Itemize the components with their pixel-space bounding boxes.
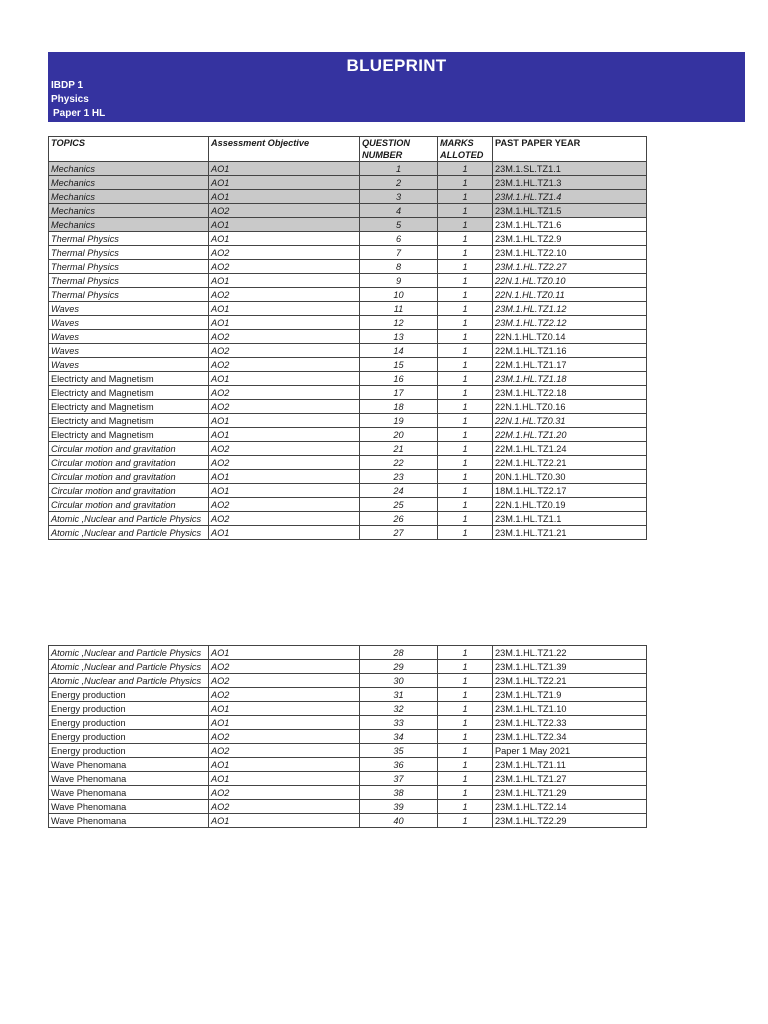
assessment-objective-cell: AO2 — [209, 456, 360, 470]
past-paper-cell: 23M.1.HL.TZ1.9 — [493, 688, 647, 702]
marks-cell: 1 — [438, 660, 493, 674]
past-paper-cell: 23M.1.HL.TZ1.11 — [493, 758, 647, 772]
past-paper-cell: 23M.1.HL.TZ1.27 — [493, 772, 647, 786]
marks-cell: 1 — [438, 414, 493, 428]
question-number-cell: 4 — [360, 204, 438, 218]
assessment-objective-cell: AO2 — [209, 386, 360, 400]
assessment-objective-cell: AO2 — [209, 730, 360, 744]
question-number-cell: 40 — [360, 814, 438, 828]
page-title: BLUEPRINT — [346, 56, 447, 75]
topic-cell: Electricty and Magnetism — [49, 372, 209, 386]
assessment-objective-cell: AO2 — [209, 288, 360, 302]
marks-cell: 1 — [438, 204, 493, 218]
topic-cell: Electricty and Magnetism — [49, 428, 209, 442]
past-paper-cell: 23M.1.HL.TZ2.27 — [493, 260, 647, 274]
topic-cell: Wave Phenomana — [49, 814, 209, 828]
question-number-cell: 31 — [360, 688, 438, 702]
question-number-cell: 14 — [360, 344, 438, 358]
marks-cell: 1 — [438, 484, 493, 498]
table-row — [49, 772, 647, 786]
topic-cell: Energy production — [49, 688, 209, 702]
topic-cell: Mechanics — [49, 162, 209, 176]
table-row — [49, 386, 647, 400]
past-paper-cell: 23M.1.HL.TZ1.21 — [493, 526, 647, 540]
question-number-cell: 32 — [360, 702, 438, 716]
table-row — [49, 744, 647, 758]
topic-cell: Atomic ,Nuclear and Particle Physics — [49, 512, 209, 526]
table-row — [49, 358, 647, 372]
past-paper-cell: 22N.1.HL.TZ0.11 — [493, 288, 647, 302]
past-paper-cell: 23M.1.SL.TZ1.1 — [493, 162, 647, 176]
question-number-cell: 6 — [360, 232, 438, 246]
topic-cell: Mechanics — [49, 204, 209, 218]
assessment-objective-cell: AO1 — [209, 428, 360, 442]
past-paper-cell: 23M.1.HL.TZ1.12 — [493, 302, 647, 316]
topic-cell: Waves — [49, 330, 209, 344]
past-paper-cell: 23M.1.HL.TZ2.21 — [493, 674, 647, 688]
table-row — [49, 702, 647, 716]
question-number-cell: 13 — [360, 330, 438, 344]
assessment-objective-cell: AO1 — [209, 814, 360, 828]
blueprint-table-part-2 — [48, 645, 647, 828]
blueprint-table-part-1 — [48, 136, 647, 540]
marks-cell: 1 — [438, 400, 493, 414]
table-row — [49, 470, 647, 484]
question-number-cell: 35 — [360, 744, 438, 758]
topic-cell: Mechanics — [49, 218, 209, 232]
question-number-cell: 18 — [360, 400, 438, 414]
marks-cell: 1 — [438, 688, 493, 702]
question-number-cell: 8 — [360, 260, 438, 274]
question-number-cell: 22 — [360, 456, 438, 470]
table-row — [49, 302, 647, 316]
assessment-objective-cell: AO1 — [209, 758, 360, 772]
table-row — [49, 260, 647, 274]
question-number-cell: 30 — [360, 674, 438, 688]
header-question-line1: QUESTION — [362, 138, 410, 148]
topic-cell: Atomic ,Nuclear and Particle Physics — [49, 674, 209, 688]
past-paper-cell: 23M.1.HL.TZ2.29 — [493, 814, 647, 828]
past-paper-cell: 23M.1.HL.TZ2.10 — [493, 246, 647, 260]
question-number-cell: 10 — [360, 288, 438, 302]
assessment-objective-cell: AO1 — [209, 316, 360, 330]
marks-cell: 1 — [438, 716, 493, 730]
marks-cell: 1 — [438, 512, 493, 526]
topic-cell: Thermal Physics — [49, 260, 209, 274]
past-paper-cell: 23M.1.HL.TZ2.12 — [493, 316, 647, 330]
topic-cell: Atomic ,Nuclear and Particle Physics — [49, 646, 209, 660]
marks-cell: 1 — [438, 800, 493, 814]
marks-cell: 1 — [438, 176, 493, 190]
question-number-cell: 19 — [360, 414, 438, 428]
table-row — [49, 232, 647, 246]
question-number-cell: 9 — [360, 274, 438, 288]
marks-cell: 1 — [438, 786, 493, 800]
question-number-cell: 38 — [360, 786, 438, 800]
question-number-cell: 23 — [360, 470, 438, 484]
table-row — [49, 428, 647, 442]
assessment-objective-cell: AO1 — [209, 470, 360, 484]
question-number-cell: 27 — [360, 526, 438, 540]
header-topics: TOPICS — [49, 137, 209, 162]
question-number-cell: 33 — [360, 716, 438, 730]
marks-cell: 1 — [438, 498, 493, 512]
assessment-objective-cell: AO2 — [209, 660, 360, 674]
past-paper-cell: 23M.1.HL.TZ1.39 — [493, 660, 647, 674]
table-row — [49, 414, 647, 428]
marks-cell: 1 — [438, 302, 493, 316]
table-row — [49, 190, 647, 204]
table-row — [49, 316, 647, 330]
assessment-objective-cell: AO1 — [209, 218, 360, 232]
question-number-cell: 16 — [360, 372, 438, 386]
past-paper-cell: 23M.1.HL.TZ2.9 — [493, 232, 647, 246]
topic-cell: Waves — [49, 344, 209, 358]
question-number-cell: 1 — [360, 162, 438, 176]
past-paper-cell: 22M.1.HL.TZ1.17 — [493, 358, 647, 372]
assessment-objective-cell: AO2 — [209, 786, 360, 800]
past-paper-cell: 23M.1.HL.TZ1.10 — [493, 702, 647, 716]
assessment-objective-cell: AO2 — [209, 344, 360, 358]
topic-cell: Wave Phenomana — [49, 800, 209, 814]
table-row — [49, 484, 647, 498]
assessment-objective-cell: AO2 — [209, 688, 360, 702]
programme-label: IBDP 1 — [51, 80, 84, 91]
table-row — [49, 442, 647, 456]
marks-cell: 1 — [438, 744, 493, 758]
question-number-cell: 7 — [360, 246, 438, 260]
past-paper-cell: Paper 1 May 2021 — [493, 744, 647, 758]
past-paper-cell: 23M.1.HL.TZ1.5 — [493, 204, 647, 218]
marks-cell: 1 — [438, 190, 493, 204]
topic-cell: Thermal Physics — [49, 274, 209, 288]
topic-cell: Electricty and Magnetism — [49, 400, 209, 414]
marks-cell: 1 — [438, 330, 493, 344]
table-row — [49, 716, 647, 730]
assessment-objective-cell: AO2 — [209, 800, 360, 814]
table-header-row — [49, 137, 647, 162]
topic-cell: Energy production — [49, 744, 209, 758]
marks-cell: 1 — [438, 442, 493, 456]
past-paper-cell: 22M.1.HL.TZ1.24 — [493, 442, 647, 456]
assessment-objective-cell: AO1 — [209, 646, 360, 660]
table-row — [49, 162, 647, 176]
past-paper-cell: 23M.1.HL.TZ2.33 — [493, 716, 647, 730]
topic-cell: Waves — [49, 316, 209, 330]
assessment-objective-cell: AO2 — [209, 744, 360, 758]
header-question-number — [360, 137, 438, 162]
topic-cell: Circular motion and gravitation — [49, 456, 209, 470]
past-paper-cell: 22N.1.HL.TZ0.31 — [493, 414, 647, 428]
assessment-objective-cell: AO1 — [209, 414, 360, 428]
assessment-objective-cell: AO2 — [209, 400, 360, 414]
question-number-cell: 21 — [360, 442, 438, 456]
table-row — [49, 344, 647, 358]
topic-cell: Energy production — [49, 702, 209, 716]
marks-cell: 1 — [438, 386, 493, 400]
table-row — [49, 372, 647, 386]
past-paper-cell: 23M.1.HL.TZ2.34 — [493, 730, 647, 744]
assessment-objective-cell: AO1 — [209, 372, 360, 386]
question-number-cell: 17 — [360, 386, 438, 400]
header-question-line2: NUMBER — [362, 150, 403, 160]
past-paper-cell: 22N.1.HL.TZ0.19 — [493, 498, 647, 512]
marks-cell: 1 — [438, 526, 493, 540]
topic-cell: Waves — [49, 358, 209, 372]
marks-cell: 1 — [438, 428, 493, 442]
assessment-objective-cell: AO1 — [209, 176, 360, 190]
question-number-cell: 37 — [360, 772, 438, 786]
past-paper-cell: 22M.1.HL.TZ1.16 — [493, 344, 647, 358]
topic-cell: Circular motion and gravitation — [49, 442, 209, 456]
question-number-cell: 5 — [360, 218, 438, 232]
marks-cell: 1 — [438, 246, 493, 260]
past-paper-cell: 23M.1.HL.TZ1.3 — [493, 176, 647, 190]
topic-cell: Mechanics — [49, 190, 209, 204]
assessment-objective-cell: AO1 — [209, 716, 360, 730]
marks-cell: 1 — [438, 162, 493, 176]
table-row — [49, 512, 647, 526]
assessment-objective-cell: AO2 — [209, 674, 360, 688]
topic-cell: Electricty and Magnetism — [49, 414, 209, 428]
marks-cell: 1 — [438, 772, 493, 786]
assessment-objective-cell: AO1 — [209, 484, 360, 498]
table-row — [49, 674, 647, 688]
table-row — [49, 218, 647, 232]
topic-cell: Atomic ,Nuclear and Particle Physics — [49, 526, 209, 540]
table-row — [49, 204, 647, 218]
question-number-cell: 20 — [360, 428, 438, 442]
topic-cell: Energy production — [49, 716, 209, 730]
header-marks-line1: MARKS — [440, 138, 474, 148]
assessment-objective-cell: AO2 — [209, 330, 360, 344]
table-row — [49, 758, 647, 772]
topic-cell: Wave Phenomana — [49, 786, 209, 800]
topic-cell: Circular motion and gravitation — [49, 484, 209, 498]
assessment-objective-cell: AO2 — [209, 246, 360, 260]
table-row — [49, 730, 647, 744]
past-paper-cell: 23M.1.HL.TZ1.18 — [493, 372, 647, 386]
marks-cell: 1 — [438, 316, 493, 330]
marks-cell: 1 — [438, 358, 493, 372]
assessment-objective-cell: AO1 — [209, 772, 360, 786]
header-marks-alloted — [438, 137, 493, 162]
table-row — [49, 400, 647, 414]
assessment-objective-cell: AO2 — [209, 204, 360, 218]
header-assessment-objective: Assessment Objective — [209, 137, 360, 162]
past-paper-cell: 22M.1.HL.TZ1.20 — [493, 428, 647, 442]
question-number-cell: 24 — [360, 484, 438, 498]
assessment-objective-cell: AO1 — [209, 302, 360, 316]
table-row — [49, 288, 647, 302]
past-paper-cell: 23M.1.HL.TZ1.22 — [493, 646, 647, 660]
past-paper-cell: 23M.1.HL.TZ1.4 — [493, 190, 647, 204]
question-number-cell: 25 — [360, 498, 438, 512]
marks-cell: 1 — [438, 814, 493, 828]
marks-cell: 1 — [438, 674, 493, 688]
assessment-objective-cell: AO2 — [209, 260, 360, 274]
topic-cell: Electricty and Magnetism — [49, 386, 209, 400]
past-paper-cell: 23M.1.HL.TZ1.1 — [493, 512, 647, 526]
assessment-objective-cell: AO2 — [209, 498, 360, 512]
marks-cell: 1 — [438, 260, 493, 274]
past-paper-cell: 23M.1.HL.TZ1.29 — [493, 786, 647, 800]
topic-cell: Circular motion and gravitation — [49, 498, 209, 512]
assessment-objective-cell: AO1 — [209, 232, 360, 246]
past-paper-cell: 22N.1.HL.TZ0.16 — [493, 400, 647, 414]
past-paper-cell: 22N.1.HL.TZ0.14 — [493, 330, 647, 344]
marks-cell: 1 — [438, 372, 493, 386]
past-paper-cell: 22M.1.HL.TZ2.21 — [493, 456, 647, 470]
past-paper-cell: 22N.1.HL.TZ0.10 — [493, 274, 647, 288]
question-number-cell: 36 — [360, 758, 438, 772]
assessment-objective-cell: AO2 — [209, 512, 360, 526]
topic-cell: Thermal Physics — [49, 232, 209, 246]
past-paper-cell: 18M.1.HL.TZ2.17 — [493, 484, 647, 498]
paper-label: Paper 1 HL — [53, 108, 106, 119]
question-number-cell: 15 — [360, 358, 438, 372]
marks-cell: 1 — [438, 288, 493, 302]
marks-cell: 1 — [438, 646, 493, 660]
topic-cell: Wave Phenomana — [49, 772, 209, 786]
marks-cell: 1 — [438, 344, 493, 358]
past-paper-cell: 23M.1.HL.TZ2.14 — [493, 800, 647, 814]
table-row — [49, 646, 647, 660]
marks-cell: 1 — [438, 456, 493, 470]
question-number-cell: 3 — [360, 190, 438, 204]
topic-cell: Circular motion and gravitation — [49, 470, 209, 484]
marks-cell: 1 — [438, 758, 493, 772]
assessment-objective-cell: AO1 — [209, 526, 360, 540]
topic-cell: Energy production — [49, 730, 209, 744]
table-row — [49, 688, 647, 702]
past-paper-cell: 23M.1.HL.TZ1.6 — [493, 218, 647, 232]
table-row — [49, 274, 647, 288]
topic-cell: Waves — [49, 302, 209, 316]
table-row — [49, 330, 647, 344]
marks-cell: 1 — [438, 470, 493, 484]
question-number-cell: 34 — [360, 730, 438, 744]
marks-cell: 1 — [438, 702, 493, 716]
assessment-objective-cell: AO1 — [209, 702, 360, 716]
document-meta — [51, 79, 105, 121]
assessment-objective-cell: AO1 — [209, 190, 360, 204]
question-number-cell: 26 — [360, 512, 438, 526]
past-paper-cell: 23M.1.HL.TZ2.18 — [493, 386, 647, 400]
subject-label: Physics — [51, 94, 89, 105]
table-row — [49, 526, 647, 540]
assessment-objective-cell: AO2 — [209, 442, 360, 456]
marks-cell: 1 — [438, 730, 493, 744]
header-marks-line2: ALLOTED — [440, 150, 484, 160]
table-row — [49, 800, 647, 814]
assessment-objective-cell: AO1 — [209, 162, 360, 176]
topic-cell: Wave Phenomana — [49, 758, 209, 772]
assessment-objective-cell: AO2 — [209, 358, 360, 372]
table-row — [49, 660, 647, 674]
question-number-cell: 11 — [360, 302, 438, 316]
marks-cell: 1 — [438, 232, 493, 246]
table-row — [49, 498, 647, 512]
topic-cell: Thermal Physics — [49, 246, 209, 260]
table-row — [49, 786, 647, 800]
blueprint-banner — [48, 52, 745, 122]
table-row — [49, 814, 647, 828]
topic-cell: Atomic ,Nuclear and Particle Physics — [49, 660, 209, 674]
header-past-paper-year: PAST PAPER YEAR — [493, 137, 647, 162]
question-number-cell: 39 — [360, 800, 438, 814]
table-row — [49, 246, 647, 260]
topic-cell: Mechanics — [49, 176, 209, 190]
table-row — [49, 456, 647, 470]
question-number-cell: 12 — [360, 316, 438, 330]
question-number-cell: 28 — [360, 646, 438, 660]
question-number-cell: 29 — [360, 660, 438, 674]
topic-cell: Thermal Physics — [49, 288, 209, 302]
past-paper-cell: 20N.1.HL.TZ0.30 — [493, 470, 647, 484]
marks-cell: 1 — [438, 218, 493, 232]
assessment-objective-cell: AO1 — [209, 274, 360, 288]
question-number-cell: 2 — [360, 176, 438, 190]
marks-cell: 1 — [438, 274, 493, 288]
table-row — [49, 176, 647, 190]
